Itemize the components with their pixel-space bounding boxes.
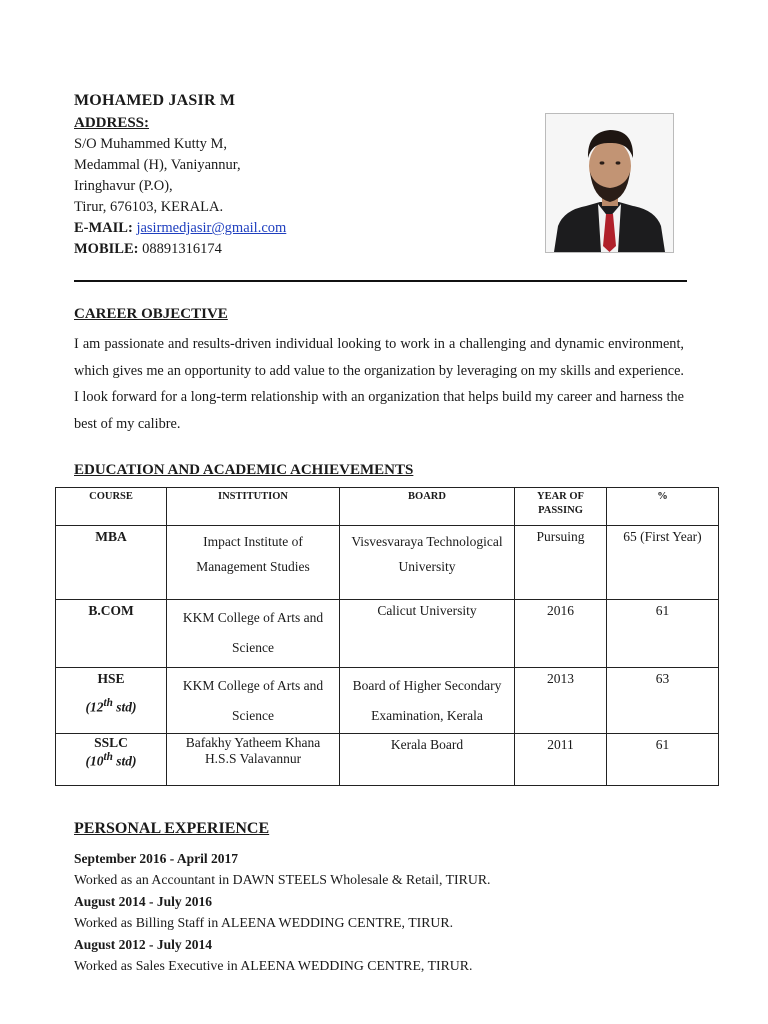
board-cell [340,734,515,786]
percent-text: 65 (First Year) [623,529,702,544]
board-cell [340,668,515,734]
board-text: Kerala Board [390,737,464,752]
year-text: Pursuing [536,529,585,544]
col-institution: INSTITUTION [167,488,340,526]
institution-cell [167,668,340,734]
mobile-number: 08891316174 [142,241,222,257]
course-name: SSLC [94,735,128,750]
year-cell [515,600,607,668]
experience-period: August 2014 - July 2016 [74,894,213,909]
course-name: B.COM [88,603,134,618]
col-course: COURSE [56,488,167,526]
table-row [56,600,719,668]
standard-number: (12 [85,699,104,715]
institution-text: KKM College of Arts and Science [182,610,324,655]
email-link[interactable]: jasirmedjasir@gmail.com [136,220,287,236]
profile-photo-icon [546,114,673,252]
candidate-name: MOHAMED JASIR M [74,92,236,109]
course-name: HSE [97,671,125,686]
experience-heading: PERSONAL EXPERIENCE [74,820,270,837]
education-table [55,487,719,786]
institution-text: KKM College of Arts and Science [182,678,324,723]
institution-cell [167,600,340,668]
board-text: Board of Higher Secondary Examination, Kerala [352,678,502,723]
board-text: Visvesvaraya Technological University [351,534,503,574]
board-text: Calicut University [377,603,477,618]
percent-text: 61 [655,737,670,752]
address-line-1: S/O Muhammed Kutty M, [74,136,228,152]
col-percent: % [607,488,719,526]
table-header-row [56,488,719,526]
course-cell [56,734,167,786]
career-objective-heading: CAREER OBJECTIVE [74,306,228,322]
experience-description: Worked as Billing Staff in ALEENA WEDDING CENTRE, TIRUR. [74,915,454,930]
course-cell [56,600,167,668]
year-cell [515,526,607,600]
institution-text: Bafakhy Yatheem Khana H.S.S Valavannur [185,735,321,766]
experience-description: Worked as an Accountant in DAWN STEELS Wholesale & Retail, TIRUR. [74,872,491,887]
table-row [56,526,719,600]
year-text: 2016 [547,603,574,618]
standard-tail: std) [112,753,137,769]
standard-tail: std) [112,699,137,715]
col-board: BOARD [340,488,515,526]
percent-text: 63 [655,671,670,686]
email-row [74,220,286,237]
course-standard [58,697,164,716]
experience-period: September 2016 - April 2017 [74,851,238,866]
year-cell [515,668,607,734]
year-cell [515,734,607,786]
col-year: YEAR OF PASSING [515,488,607,526]
year-text: 2013 [547,671,574,686]
experience-period: August 2012 - July 2014 [74,937,213,952]
year-text: 2011 [547,737,574,752]
experience-description: Worked as Sales Executive in ALEENA WEDDING CENTRE, TIRUR. [74,958,473,973]
education-heading: EDUCATION AND ACADEMIC ACHIEVEMENTS [74,462,414,478]
standard-number: (10 [85,753,104,769]
address-line-3: Iringhavur (P.O), [74,178,173,194]
address-line-2: Medammal (H), Vaniyannur, [74,157,241,173]
institution-cell [167,526,340,600]
table-row [56,668,719,734]
board-cell [340,600,515,668]
percent-cell [607,734,719,786]
percent-cell [607,526,719,600]
profile-photo [545,113,674,253]
institution-text: Impact Institute of Management Studies [196,534,310,574]
percent-text: 61 [655,603,670,618]
course-cell [56,526,167,600]
percent-cell [607,668,719,734]
email-label: E-MAIL: [74,220,133,236]
mobile-label: MOBILE: [74,241,139,257]
course-cell [56,668,167,734]
address-line-4: Tirur, 676103, KERALA. [74,199,224,215]
career-objective-text: I am passionate and results-driven individual looking to work in a challenging and dynamic environment, which gives me an opportunity to add value to the organization by leveraging on my skills and experience. I look forward for a long-term relationship with an organization that helps build my career and harness the best of my calibre. [74,336,684,432]
course-name: MBA [95,529,127,544]
standard-suffix: th [103,697,113,709]
address-label: ADDRESS: [74,115,150,131]
table-row [56,734,719,786]
board-cell [340,526,515,600]
percent-cell [607,600,719,668]
institution-cell [167,734,340,786]
header-divider [74,280,687,282]
course-standard [58,751,164,770]
standard-suffix: th [103,751,113,763]
mobile-row [74,241,222,258]
